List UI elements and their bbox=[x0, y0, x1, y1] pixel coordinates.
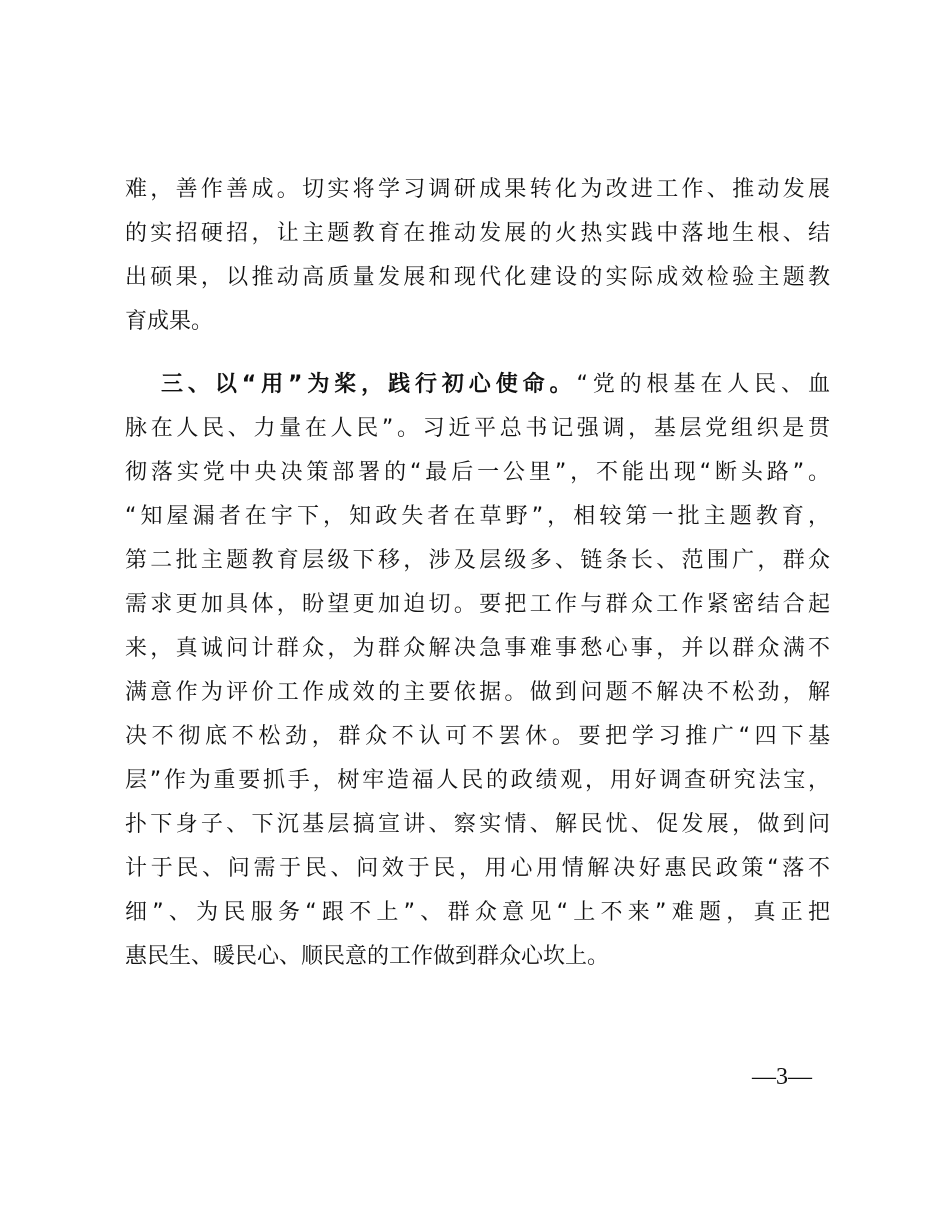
paragraph-2 bbox=[125, 363, 830, 979]
text-line: 的实招硬招，让主题教育在推动发展的火热实践中落地生根、结 bbox=[125, 221, 830, 246]
text-line: 细”、为民服务“跟不上”、群众意见“上不来”难题，真正把 bbox=[125, 900, 830, 925]
text-line: 层”作为重要抓手，树牢造福人民的政绩观，用好调查研究法宝， bbox=[125, 768, 830, 793]
page-number: —3— bbox=[752, 1064, 812, 1090]
text-line: 需求更加具体，盼望更加迫切。要把工作与群众工作紧密结合起 bbox=[125, 592, 830, 617]
text-line: 扑下身子、下沉基层搞宣讲、察实情、解民忧、促发展，做到问 bbox=[125, 812, 830, 837]
text-line: 计于民、问需于民、问效于民，用心用情解决好惠民政策“落不 bbox=[125, 856, 830, 881]
text-line: 彻落实党中央决策部署的“最后一公里”，不能出现“断头路”。 bbox=[125, 460, 830, 485]
text-line-first bbox=[161, 363, 830, 407]
text-line: 来，真诚问计群众，为群众解决急事难事愁心事，并以群众满不 bbox=[125, 636, 830, 661]
text-line: 满意作为评价工作成效的主要依据。做到问题不解决不松劲，解 bbox=[125, 680, 830, 705]
text-line: 出硕果，以推动高质量发展和现代化建设的实际成效检验主题教 bbox=[125, 265, 830, 290]
text-line: 脉在人民、力量在人民”。习近平总书记强调，基层党组织是贯 bbox=[125, 416, 830, 441]
text-line: 第二批主题教育层级下移，涉及层级多、链条长、范围广，群众 bbox=[125, 548, 830, 573]
paragraph-1 bbox=[125, 168, 830, 344]
quote-text: “党的根基在人民、血 bbox=[576, 372, 830, 397]
text-line: 育成果。 bbox=[125, 309, 214, 334]
text-line: 决不彻底不松劲，群众不认可不罢休。要把学习推广“四下基 bbox=[125, 724, 830, 749]
section-heading: 三、以“用”为桨，践行初心使命。 bbox=[161, 372, 577, 397]
text-line: “知屋漏者在宇下，知政失者在草野”，相较第一批主题教育， bbox=[125, 504, 830, 529]
text-line: 难，善作善成。切实将学习调研成果转化为改进工作、推动发展 bbox=[125, 177, 830, 202]
text-line: 惠民生、暖民心、顺民意的工作做到群众心坎上。 bbox=[125, 944, 610, 969]
